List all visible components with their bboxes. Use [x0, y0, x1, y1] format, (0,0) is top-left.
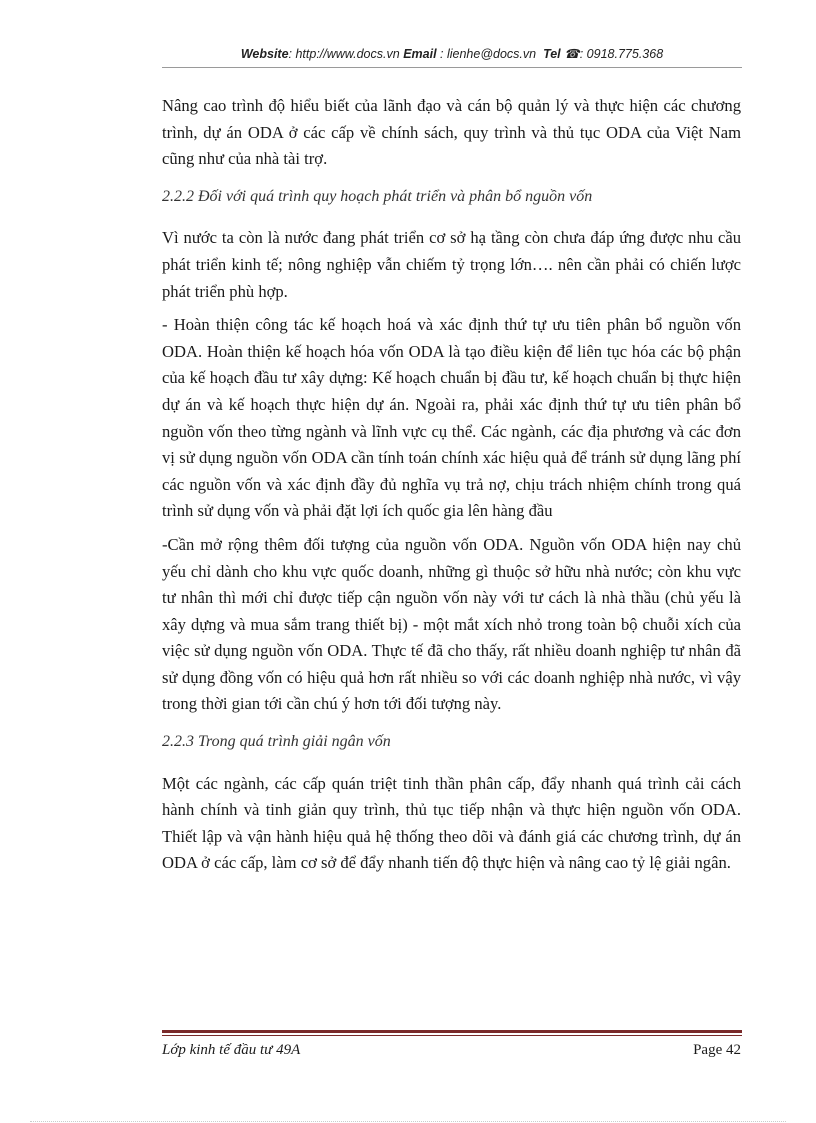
page-number: Page 42 — [693, 1042, 741, 1058]
paragraph-3: - Hoàn thiện công tác kế hoạch hoá và xác định thứ tự ưu tiên phân bổ nguồn vốn ODA. Hoàn thiện kế hoạch hóa vốn ODA là tạo điều kiện để liên tục hóa các bộ phận của kế hoạch đầu tư xây dựng: Kế hoạch chuẩn bị đầu tư, kế hoạch chuẩn bị thực hiện dự án và kế hoạch thực hiện dự án. Ngoài ra, phải xác định thứ tự ưu tiên phân bổ nguồn vốn theo từng ngành và lĩnh vực cụ thể. Các ngành, các địa phương và các đơn vị sử dụng nguồn vốn ODA cần tính toán chính xác hiệu quả để tránh sử dụng lãng phí các nguồn vốn và xác định đầy đủ nghĩa vụ trả nợ, chịu trách nhiệm chính trong quá trình sử dụng vốn và phải đặt lợi ích quốc gia lên hàng đầu — [162, 315, 741, 521]
page-edge — [30, 1121, 786, 1122]
footer-divider-thin — [162, 1035, 742, 1036]
section-heading-2-2-3: 2.2.3 Trong quá trình giải ngân vốn — [162, 733, 391, 751]
section-heading-2-2-2: 2.2.2 Đối với quá trình quy hoạch phát triển và phân bổ nguồn vốn — [162, 187, 593, 205]
paragraph-4: -Cần mở rộng thêm đối tượng của nguồn vốn ODA. Nguồn vốn ODA hiện nay chủ yếu chỉ dành cho khu vực quốc doanh, những gì thuộc sở hữu nhà nước; còn khu vực tư nhân thì mới chỉ được tiếp cận nguồn vốn này với tư cách là nhà thầu (chủ yếu là xây dựng và mua sắm trang thiết bị) - một mắt xích nhỏ trong toàn bộ chuỗi xích của việc sử dụng nguồn vốn ODA. Thực tế đã cho thấy, rất nhiều doanh nghiệp tư nhân đã sử dụng đồng vốn có hiệu quả hơn rất nhiều so với các doanh nghiệp nhà nước, vì vậy trong thời gian tới cần chú ý hơn tới đối tượng này. — [162, 534, 741, 714]
paragraph-2: Vì nước ta còn là nước đang phát triển cơ sở hạ tầng còn chưa đáp ứng được nhu cầu phát triển kinh tế; nông nghiệp vẫn chiếm tỷ trọng lớn…. nên cần phải có chiến lược phát triển phù hợp. — [162, 228, 741, 301]
website-url[interactable]: : http://www.docs.vn — [288, 47, 400, 61]
page-header — [162, 46, 742, 61]
website-label: Website — [240, 47, 289, 61]
paragraph-1: Nâng cao trình độ hiểu biết của lãnh đạo và cán bộ quản lý và thực hiện các chương trình, dự án ODA ở các cấp về chính sách, quy trình và thủ tục ODA của Việt Nam cũng như của nhà tài trợ. — [162, 96, 741, 169]
header-divider — [162, 67, 742, 68]
footer-divider-thick — [162, 1030, 742, 1033]
document-body — [162, 93, 741, 884]
phone-icon: ☎ — [564, 47, 580, 61]
paragraph-5: Một các ngành, các cấp quán triệt tinh thần phân cấp, đẩy nhanh quá trình cải cách hành chính và tinh giản quy trình, thủ tục tiếp nhận và thực hiện nguồn vốn ODA. Thiết lập và vận hành hiệu quả hệ thống theo dõi và đánh giá các chương trình, dự án ODA ở các cấp, làm cơ sở để đẩy nhanh tiến độ thực hiện và nâng cao tỷ lệ giải ngân. — [162, 773, 741, 873]
email-address[interactable]: : lienhe@docs.vn — [436, 47, 537, 61]
tel-number: : 0918.775.368 — [579, 47, 664, 61]
footer-class-name: Lớp kinh tế đầu tư 49A — [162, 1042, 301, 1058]
email-label: Email — [403, 47, 437, 61]
tel-label: Tel — [543, 47, 561, 61]
